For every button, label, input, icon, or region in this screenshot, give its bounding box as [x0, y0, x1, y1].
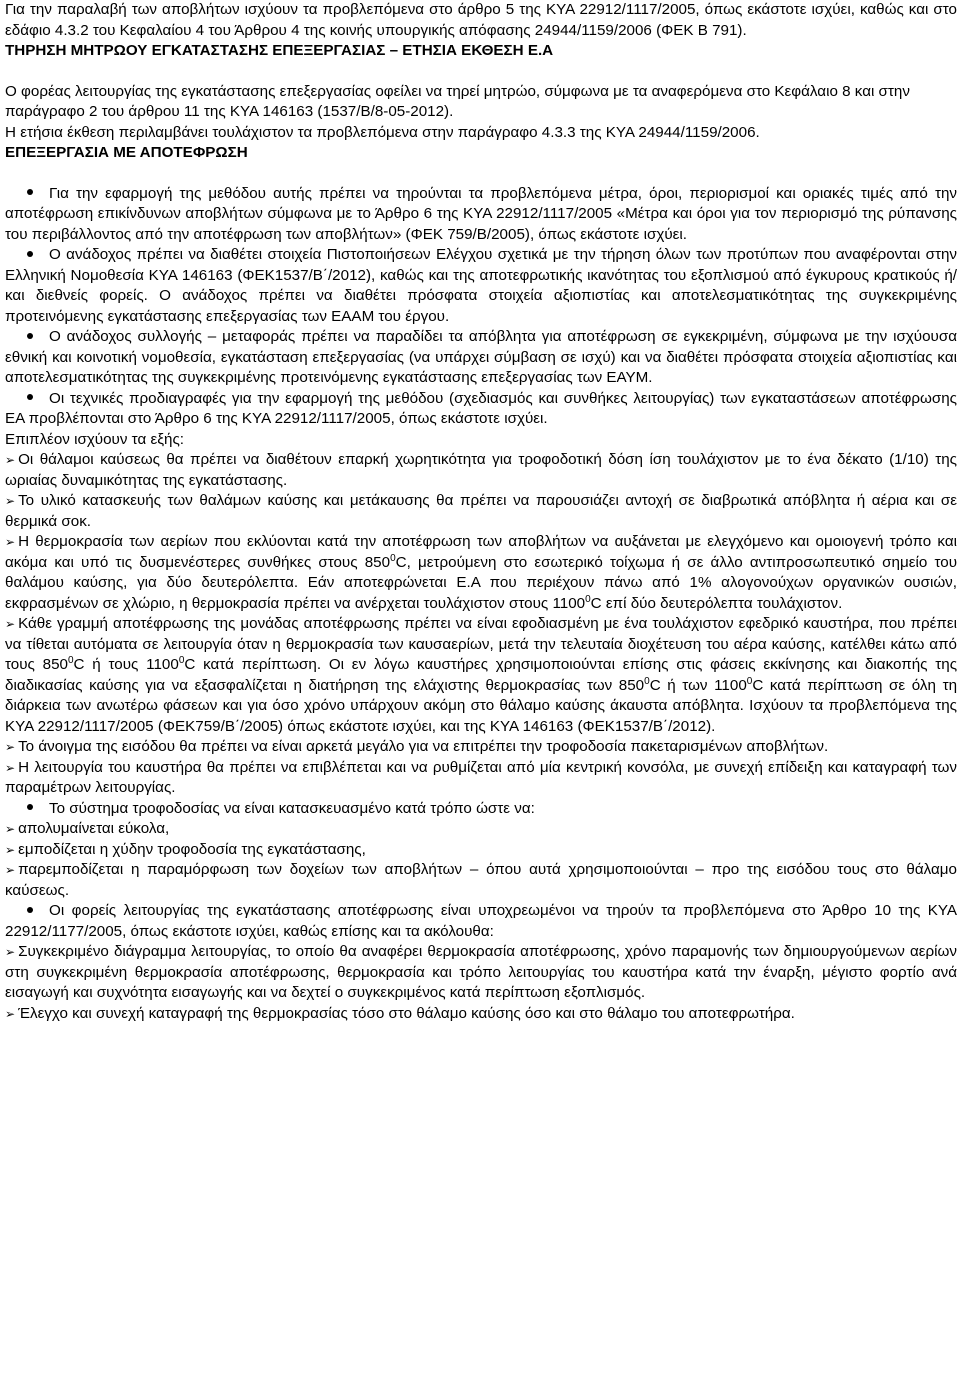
also-intro: Επιπλέον ισχύουν τα εξής:: [5, 430, 185, 448]
arrow-item-diagram: [5, 942, 957, 1004]
arrow-item-chambers: [5, 450, 957, 491]
arrow-item-text: παρεμποδίζεται η παραμόρφωση των δοχείων των αποβλήτων – όπου αυτά χρησιμοποιούνται – προ της εισόδου τους στο θάλαμο καύσεως.: [5, 861, 957, 899]
arrow-item-text: Κάθε γραμμή αποτέφρωσης της μονάδας αποτέφρωσης πρέπει να είναι εφοδιασμένη με ένα τουλάχιστον εφεδρικό καυστήρα, που πρέπει να τίθεται αυτόματα σε λειτουργία όταν η θερμοκρασία των καυσαερίων, μετά την τελευταία διοχέτευση του αέρα καύσης, κατέλθει κάτω από τους 850: [5, 615, 957, 673]
superscript: 0: [390, 552, 396, 564]
arrow-bullet-icon: ➢: [5, 494, 16, 508]
superscript: 0: [67, 655, 74, 666]
superscript: 0: [746, 675, 753, 687]
arrow-bullet-icon: ➢: [5, 1006, 16, 1021]
bullet-item-measures: [5, 184, 957, 246]
arrow-bullet-icon: ➢: [5, 617, 16, 631]
superscript: 0: [585, 593, 591, 605]
arrow-item-text: Το άνοιγμα της εισόδου θα πρέπει να είναι αρκετά μεγάλο για να επιτρέπει την τροφοδοσία πακεταρισμένων αποβλήτων.: [18, 738, 829, 755]
arrow-bullet-icon: ➢: [5, 760, 16, 775]
arrow-item-material: [5, 491, 957, 532]
arrow-item-text: C, μετρούμενη στο εσωτερικό τοίχωμα ή σε άλλο αντιπροσωπευτικό σημείο του θαλάμου καύσης, για δύο δευτερόλεπτα. Εάν αποτεφρώνεται Ε.Α που περιέχουν πάνω από 1% αλογονούχων οργανικών ουσιών, εκφρασμένων σε χλώριο, η θερμοκρασία πρέπει να ανέρχεται τουλάχιστον στους 1100: [5, 553, 958, 612]
arrow-item-text: C ή τους 1100: [73, 656, 179, 673]
arrow-bullet-icon: ➢: [5, 863, 16, 877]
bullet-text: Οι φορείς λειτουργίας της εγκατάστασης αποτέφρωσης είναι υποχρεωμένοι να τηρούν τα προβλεπόμενα στο Άρθρο 10 της ΚΥΑ 22912/1177/2005, όπως εκάστοτε ισχύει, καθώς επίσης και τα ακόλουθα:: [5, 902, 957, 940]
arrow-item-console: [5, 758, 957, 799]
arrow-item-opening: [5, 737, 957, 758]
arrow-item-text: απολυμαίνεται εύκολα,: [18, 820, 170, 837]
superscript: 0: [644, 675, 650, 687]
bullet-text: Ο ανάδοχος συλλογής – μεταφοράς πρέπει να παραδίδει τα απόβλητα για αποτέφρωση σε εγκεκριμένη, σύμφωνα με την ισχύουσα εθνική και κοινοτική νομοθεσία, εγκατάσταση επεξεργασίας (να υπάρχει σύμβαση σε ισχύ) και να διαθέτει πρόσφατα στοιχεία αξιοπιστίας και αποτελεσματικότητας της συγκεκριμένης προτεινόμενης εγκατάστασης επεξεργασίας των ΕΑΥΜ.: [5, 328, 957, 386]
bullet-icon: [27, 189, 33, 195]
arrow-item-text: Οι θάλαμοι καύσεως θα πρέπει να διαθέτουν επαρκή χωρητικότητα για τροφοδοτική δόση ίση τουλάχιστον με το ένα δέκατο (1/10) της ωριαίας δυναμικότητας της εγκατάστασης.: [5, 451, 957, 489]
section-heading-registry: ΤΗΡΗΣΗ ΜΗΤΡΩΟΥ ΕΓΚΑΤΑΣΤΑΣΗΣ ΕΠΕΞΕΡΓΑΣΙΑΣ – ΕΤΗΣΙΑ ΕΚΘΕΣΗ Ε.Α: [5, 42, 554, 59]
arrow-item-monitoring: [5, 1004, 957, 1025]
arrow-item-text: C κατά περίπτωση σε όλη τη διάρκεια των ανωτέρω φάσεων και για όσο χρόνο υπάρχουν ακόμη στο θάλαμο καύσης άκαυστα απόβλητα. Ισχύουν τα προβλεπόμενα της ΚΥΑ 22912/1117/2005 (ΦΕΚ759/Β΄/2005) όπως εκάστοτε ισχύει, και της ΚΥΑ 146163 (ΦΕΚ1537/Β΄/2012).: [5, 676, 958, 735]
arrow-item-text: Το υλικό κατασκευής των θαλάμων καύσης και μετάκαυσης θα πρέπει να παρουσιάζει αντοχή σε διαβρωτικά απόβλητα ή αέρια και σε θερμικά σοκ.: [5, 492, 957, 530]
arrow-item-burner: [5, 614, 957, 737]
bullet-icon: [27, 333, 33, 339]
bullet-text: Για την εφαρμογή της μεθόδου αυτής πρέπει να τηρούνται τα προβλεπόμενα μέτρα, όροι, περιορισμοί και οριακές τιμές από την αποτέφρωση επικίνδυνων αποβλήτων σύμφωνα με το Άρθρο 6 της ΚΥΑ 22912/1117/2005 «Μέτρα και όροι για τον περιορισμό της ρύπανσης του περιβάλλοντος από την αποτέφρωση των αποβλήτων» (ΦΕΚ 759/Β/2005), όπως εκάστοτε ισχύει.: [5, 184, 957, 243]
section-heading-incineration: ΕΠΕΞΕΡΓΑΣΙΑ ΜΕ ΑΠΟΤΕΦΡΩΣΗ: [5, 144, 248, 161]
bullet-icon: [27, 394, 33, 400]
bullet-item-certifications: [5, 245, 957, 327]
arrow-item-text: Έλεγχο και συνεχή καταγραφή της θερμοκρασίας τόσο στο θάλαμο καύσης όσο και στο θάλαμο του αποτεφρωτήρα.: [18, 1004, 795, 1022]
arrow-bullet-icon: ➢: [5, 842, 16, 857]
superscript: 0: [178, 655, 185, 666]
arrow-item-disinfect: [5, 819, 957, 840]
arrow-item-text: C επί δύο δευτερόλεπτα τουλάχιστον.: [590, 594, 843, 612]
arrow-item-text: εμποδίζεται η χύδην τροφοδοσία της εγκατάστασης,: [18, 840, 366, 858]
arrow-bullet-icon: ➢: [5, 535, 16, 549]
arrow-item-containers: [5, 860, 957, 901]
bullet-text: Ο ανάδοχος πρέπει να διαθέτει στοιχεία Πιστοποιήσεων Ελέγχου σχετικά με την τήρηση όλων των προτύπων που αναφέρονται στην Ελληνική Νομοθεσία ΚΥΑ 146163 (ΦΕΚ1537/Β΄/2012), καθώς και της αποτεφρωτικής ικανότητας του εξοπλισμού από έγκυρους κρατικούς ή/και διεθνείς φορείς. Ο ανάδοχος πρέπει να διαθέτει πρόσφατα στοιχεία αξιοπιστίας και αποτελεσματικότητας της συγκεκριμένης προτεινόμενης εγκατάστασης επεξεργασίας των ΕΑΑΜ του έργου.: [5, 246, 957, 325]
registry-paragraph: Ο φορέας λειτουργίας της εγκατάστασης επεξεργασίας οφείλει να τηρεί μητρώο, σύμφωνα με τα αναφερόμενα στο Κεφάλαιο 8 και στην παράγραφο 2 του άρθρου 11 της ΚΥΑ 146163 (1537/Β/8-05-2012).: [5, 82, 910, 120]
arrow-item-text: Η λειτουργία του καυστήρα θα πρέπει να επιβλέπεται και να ρυθμίζεται από μία κεντρική κονσόλα, με συνεχή επίδειξη και καταγραφή των παραμέτρων λειτουργίας.: [5, 758, 957, 796]
bullet-text: Το σύστημα τροφοδοσίας να είναι κατασκευασμένο κατά τρόπο ώστε να:: [49, 799, 535, 817]
arrow-item-text: C ή των 1100: [649, 676, 747, 694]
arrow-item-text: Η θερμοκρασία των αερίων που εκλύονται κατά την αποτέφρωση των αποβλήτων να αυξάνεται με ελεγχόμενο και ομοιογενή τρόπο και ακόμα και υπό τις δυσμενέστερες συνθήκες στους 850: [5, 533, 957, 571]
arrow-item-text: C κατά περίπτωση. Οι εν λόγω καυστήρες χρησιμοποιούνται επίσης στις φάσεις εκκίνησης και διακοπής της διαδικασίας καύσης για να εξασφαλίζεται η διατήρηση της ελάχιστης θερμοκρασίας των 850: [5, 656, 958, 694]
intro-paragraph: Για την παραλαβή των αποβλήτων ισχύουν τα προβλεπόμενα στο άρθρο 5 της ΚΥΑ 22912/1117/2005, όπως εκάστοτε ισχύει, καθώς και στο εδάφιο 4.3.2 του Κεφαλαίου 4 του Άρθρου 4 της κοινής υπουργικής απόφασης 24944/1159/2006 (ΦΕΚ Β 791).: [5, 1, 957, 39]
annual-report-paragraph: Η ετήσια έκθεση περιλαμβάνει τουλάχιστον τα προβλεπόμενα στην παράγραφο 4.3.3 της ΚΥΑ 24944/1159/2006.: [5, 123, 760, 141]
bullet-icon: [27, 251, 33, 257]
arrow-bullet-icon: ➢: [5, 740, 16, 754]
bullet-item-collection: [5, 327, 957, 389]
bullet-item-operators: [5, 901, 957, 942]
arrow-item-text: Συγκεκριμένο διάγραμμα λειτουργίας, το οποίο θα αναφέρει θερμοκρασία αποτέφρωσης, χρόνο παραμονής των δημιουργούμενων αερίων στη συγκεκριμένη θερμοκρασία αποτέφρωσης, θερμοκρασία και τρόπο λειτουργίας του καυστήρα κατά την έναρξη, μέγιστο φορτίο ανά εισαγωγή και συχνότητα εισαγωγής και να δεχτεί ο συγκεκριμένος κατά περίπτωση εξοπλισμός.: [5, 943, 957, 1001]
arrow-item-bulk-feed: [5, 840, 957, 861]
bullet-icon: [27, 907, 33, 913]
arrow-bullet-icon: ➢: [5, 945, 16, 959]
arrow-bullet-icon: ➢: [5, 822, 16, 836]
bullet-text: Οι τεχνικές προδιαγραφές για την εφαρμογή της μεθόδου (σχεδιασμός και συνθήκες λειτουργίας) των εγκαταστάσεων αποτέφρωσης ΕΑ προβλέπονται στο Άρθρο 6 της ΚΥΑ 22912/1117/2005, όπως εκάστοτε ισχύει.: [5, 389, 957, 427]
bullet-icon: [27, 804, 33, 810]
bullet-item-specifications: [5, 389, 957, 430]
arrow-item-temperature: [5, 532, 957, 614]
bullet-item-feed-system: [5, 799, 957, 820]
arrow-bullet-icon: ➢: [5, 453, 16, 467]
